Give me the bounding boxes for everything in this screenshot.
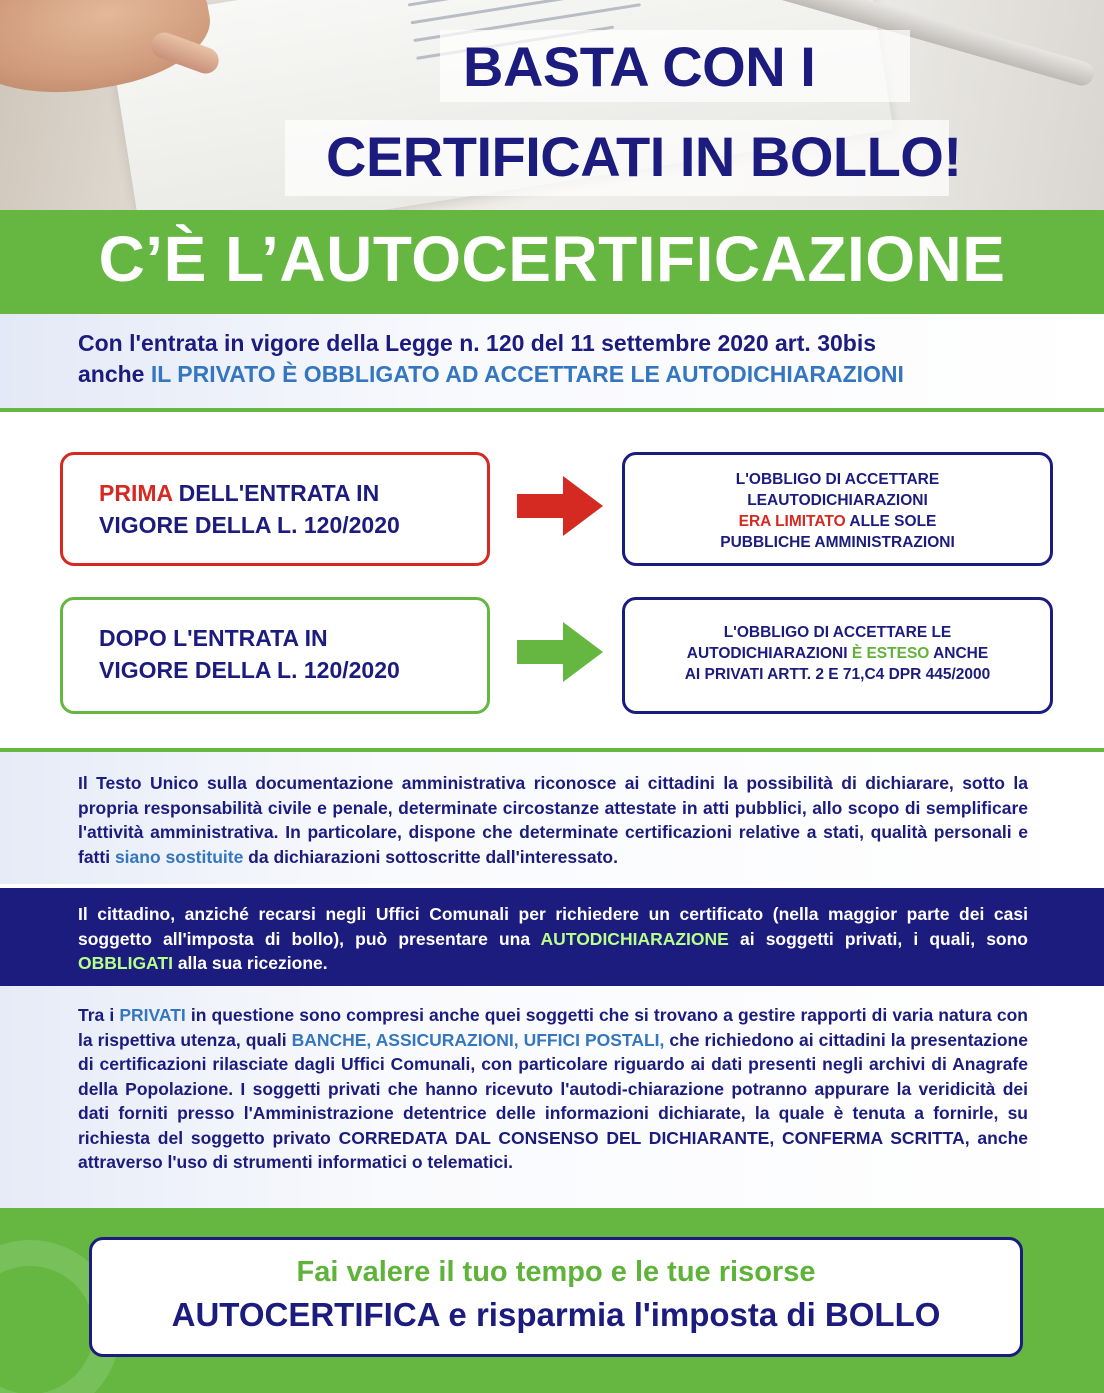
before-highlight: PRIMA — [99, 480, 173, 506]
after-label-line-2: VIGORE DELLA L. 120/2020 — [99, 657, 400, 683]
paragraph-3-prefix: Tra i — [78, 1005, 120, 1025]
paragraph-2 — [78, 902, 1028, 976]
arrow-right-green-icon — [517, 622, 603, 682]
after-result-line-2-post: ANCHE — [929, 645, 989, 662]
cta-line-2: AUTOCERTIFICA e risparmia l'imposta di BOLLO — [171, 1296, 941, 1333]
after-result-highlight: È ESTESO — [851, 645, 930, 662]
before-label-line-1 — [99, 477, 400, 509]
cta-line-1: Fai valere il tuo tempo e le tue risorse — [296, 1256, 816, 1288]
divider-top — [0, 408, 1104, 412]
paragraph-2-mid: ai soggetti privati, i quali, sono — [728, 928, 1028, 949]
before-result-box — [622, 452, 1053, 566]
main-title-line-2: CERTIFICATI IN BOLLO! — [326, 125, 962, 188]
before-result-line-2: LEAUTODICHIARAZIONI — [747, 492, 928, 509]
after-result — [625, 622, 1050, 685]
arrow-right-red-icon — [517, 476, 603, 536]
paragraph-2-highlight-2: OBBLIGATI — [78, 953, 173, 973]
intro-line-2-prefix: anche — [78, 361, 151, 387]
paragraph-3-highlight-2: BANCHE, ASSICURAZIONI, UFFICI POSTALI, — [291, 1029, 665, 1050]
intro-text — [78, 328, 1058, 390]
before-result-line-4: PUBBLICHE AMMINISTRAZIONI — [720, 534, 955, 551]
after-result-line-1: L'OBBLIGO DI ACCETTARE LE — [723, 624, 952, 641]
after-label-box — [60, 597, 490, 714]
before-label — [99, 477, 400, 541]
before-result-line-1: L'OBBLIGO DI ACCETTARE — [735, 471, 940, 488]
before-label-rest: DELL'ENTRATA IN — [172, 480, 380, 506]
before-label-line-2: VIGORE DELLA L. 120/2020 — [99, 512, 400, 538]
after-label-line-1: DOPO L'ENTRATA IN — [99, 625, 328, 651]
before-result-line-3-rest: ALLE SOLE — [845, 513, 937, 530]
intro-line-1: Con l'entrata in vigore della Legge n. 120 del 11 settembre 2020 art. 30bis — [78, 330, 877, 356]
paragraph-3-end: che richiedono ai cittadini la presentazione di certificazioni rilasciate dagli Uffici Comunali, con particolare riguardo ai dati presenti negli archivi di Anagrafe della Popolazione. I soggetti privati che hanno ricevuto l'autodi-chiarazione potranno appurare la veridicità dei dati forniti presso l'Amministrazione detentrice delle informazioni dichiarate, la quale è tenuta a fornirle, su richiesta del soggetto privato CORREDATA DAL CONSENSO DEL DICHIARANTE, CONFERMA SCRITTA, anche attraverso l'uso di strumenti informatici o telematici. — [78, 1029, 1028, 1172]
paragraph-1-highlight: siano sostituite — [114, 846, 244, 867]
after-result-line-2 — [625, 643, 1050, 664]
paragraph-3-highlight-1: PRIVATI — [119, 1005, 186, 1025]
main-title-line-1: BASTA CON I — [463, 35, 816, 98]
after-result-line-2-pre: AUTODICHIARAZIONI — [686, 645, 852, 662]
paragraph-1 — [78, 771, 1028, 869]
paragraph-3 — [78, 1003, 1028, 1175]
paragraph-1-text: Il Testo Unico sulla documentazione amministrativa riconosce ai cittadini la possibilità di dichiarare, sotto la propria responsabilità civile e penale, determinate circostanze attestate in atti pubblici, allo scopo di semplificare l'attività amministrativa. In particolare, dispone che determinate certificazioni relative a stati, qualità personali e fatti — [78, 773, 1028, 867]
before-label-box — [60, 452, 490, 566]
paragraph-2-text: Il cittadino, anziché recarsi negli Uffici Comunali per richiedere un certificato (nella maggior parte dei casi soggetto all'imposta di bollo), può presentare una — [78, 904, 1028, 949]
paragraph-3-mid: in questione sono compresi anche quei soggetti che si trovano a gestire rapporti di varia natura con la rispettiva utenza, quali — [78, 1005, 1028, 1050]
before-result-highlight: ERA LIMITATO — [738, 513, 846, 530]
intro-line-2 — [78, 359, 1058, 390]
paragraph-2-highlight-1: AUTODICHIARAZIONE — [540, 928, 729, 949]
paragraph-2-end: alla sua ricezione. — [172, 953, 328, 973]
intro-highlight: IL PRIVATO È OBBLIGATO AD ACCETTARE LE AUTODICHIARAZIONI — [150, 361, 904, 387]
call-to-action-box — [89, 1237, 1023, 1357]
after-label — [99, 622, 400, 686]
before-result-line-3 — [625, 511, 1050, 532]
after-result-line-3: AI PRIVATI ARTT. 2 E 71,C4 DPR 445/2000 — [684, 666, 991, 683]
before-result — [625, 469, 1050, 553]
paragraph-1-end: da dichiarazioni sottoscritte dall'interessato. — [243, 846, 618, 867]
after-result-box — [622, 597, 1053, 714]
subtitle: C’È L’AUTOCERTIFICAZIONE — [98, 223, 1006, 295]
